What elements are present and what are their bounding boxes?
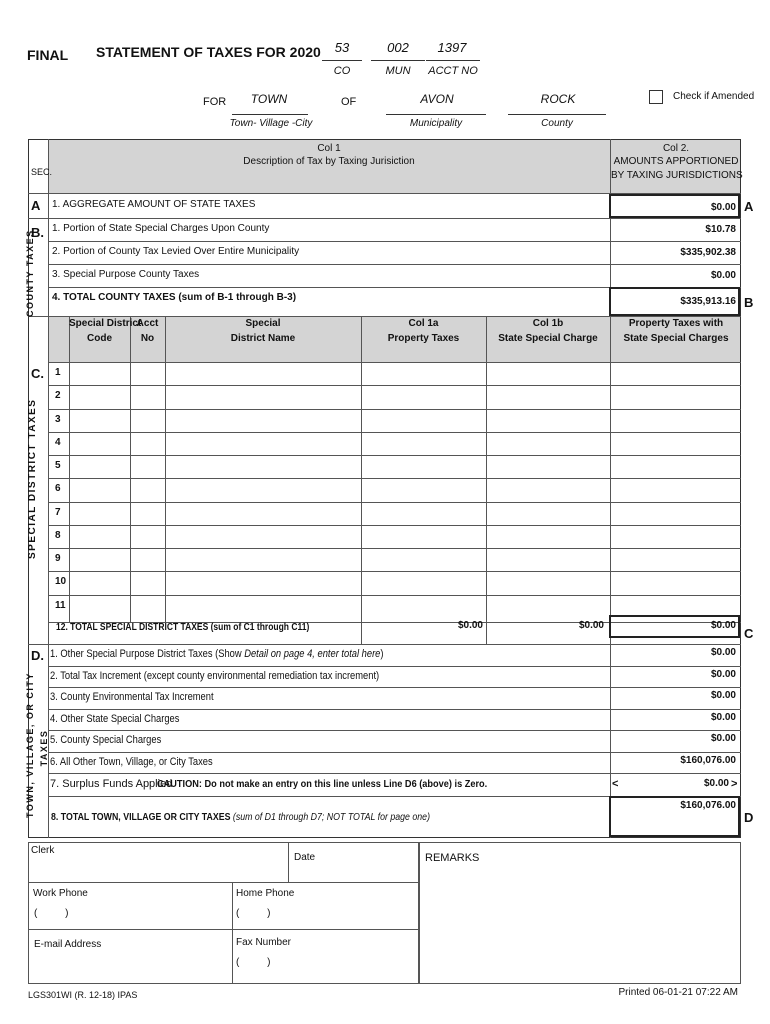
special-district-row-number: 11 [55, 599, 66, 611]
special-district-row-number: 1 [55, 367, 61, 378]
co-label: CO [333, 65, 351, 77]
acct-value[interactable]: 1397 [437, 40, 467, 55]
c-header-col1a-1: Col 1a [408, 318, 439, 329]
c-header-col1a-2: Property Taxes [387, 333, 460, 344]
special-district-row-number: 3 [55, 413, 61, 425]
special-district-row-number: 7 [55, 506, 61, 518]
col1-desc: Description of Tax by Taxing Jurisiction [243, 156, 415, 167]
section-b-line-1: 1. Portion of State Special Charges Upon County [52, 223, 270, 234]
section-b-total-amount[interactable]: $335,913.16 [680, 296, 736, 307]
for-label: FOR [203, 96, 227, 108]
section-c-total-col1a[interactable]: $0.00 [457, 620, 483, 631]
c-header-acct-2: No [140, 333, 155, 344]
special-district-row-number: 8 [55, 529, 61, 541]
county-label: County [541, 118, 573, 129]
section-a-amount[interactable]: $0.00 [710, 202, 736, 213]
section-d-line-4: 4. Other State Special Charges [50, 712, 180, 725]
c-header-col2-2: State Special Charges [623, 333, 729, 344]
section-b-line-3: 3. Special Purpose County Taxes [52, 269, 200, 280]
special-district-row-number: 2 [55, 390, 61, 402]
of-label: OF [341, 96, 357, 108]
section-d-surplus-amount[interactable]: $0.00 [703, 778, 729, 789]
col2-desc-1: AMOUNTS APPORTIONED [613, 156, 739, 167]
col2-desc-2: BY TAXING JURISDICTIONS [611, 170, 743, 181]
section-d-amount-2[interactable]: $0.00 [710, 668, 736, 680]
mun-label: MUN [385, 65, 411, 77]
surplus-lt: < [612, 778, 619, 790]
section-b-line-2: 2. Portion of County Tax Levied Over Entire Municipality [52, 246, 300, 257]
section-d-amount-5[interactable]: $0.00 [710, 733, 736, 744]
town-label: Town- Village -City [229, 118, 313, 129]
special-district-row-number: 4 [55, 436, 61, 448]
c-header-acct-1: Acct [136, 318, 159, 329]
section-d-amount-4[interactable]: $0.00 [710, 711, 736, 723]
fax-field[interactable]: ( ) [236, 957, 271, 968]
section-d-surplus-caution: CAUTION: Do not make an entry on this line unless Line D6 (above) is Zero. [157, 779, 488, 790]
section-d-total-label: 8. TOTAL TOWN, VILLAGE OR CITY TAXES (sum of D1 through D7; NOT TOTAL for page one) [51, 812, 431, 823]
form-id: LGS301WI (R. 12-18) IPAS [28, 990, 138, 1000]
section-a-line-1: 1. AGGREGATE AMOUNT OF STATE TAXES [52, 199, 256, 210]
section-c-letter: C. [31, 366, 44, 381]
section-d-line-1: 1. Other Special Purpose District Taxes (Show Detail on page 4, enter total here) [50, 648, 384, 660]
section-b-amount-1[interactable]: $10.78 [705, 224, 736, 235]
col2-header: Col 2. [662, 143, 690, 154]
section-d-line-2: 2. Total Tax Increment (except county environmental remediation tax increment) [50, 669, 380, 682]
section-d-line-5: 5. County Special Charges [50, 734, 162, 746]
section-d-amount-1[interactable]: $0.00 [710, 647, 736, 658]
surplus-gt: > [731, 778, 738, 790]
home-phone-label: Home Phone [236, 888, 295, 899]
section-d-total-amount[interactable]: $160,076.00 [680, 800, 736, 811]
co-value[interactable]: 53 [334, 40, 350, 55]
special-district-row-number: 6 [55, 483, 61, 495]
email-label: E-mail Address [34, 939, 102, 950]
county-value[interactable]: ROCK [540, 92, 576, 106]
form-title: STATEMENT OF TAXES FOR 2020 [96, 44, 321, 60]
section-b-total-label: 4. TOTAL COUNTY TAXES (sum of B-1 through B-3) [52, 292, 297, 303]
special-district-row-number: 10 [55, 576, 67, 588]
amended-label: Check if Amended [673, 91, 755, 102]
c-header-col1b-1: Col 1b [532, 318, 564, 329]
c-header-name-2: District Name [230, 333, 296, 344]
clerk-label: Clerk [31, 845, 55, 856]
fax-label: Fax Number [236, 937, 292, 948]
c-header-name-1: Special [245, 318, 281, 329]
town-value[interactable]: TOWN [250, 92, 288, 106]
work-phone-field[interactable]: ( ) [34, 908, 69, 919]
section-b-letter: B. [31, 225, 44, 240]
municipality-label: Municipality [409, 118, 463, 129]
sec-header: SEC. [31, 167, 53, 177]
c-header-code-1: Special District [69, 318, 142, 329]
side-label-a: A [744, 199, 754, 214]
c-header-col1b-2: State Special Charge [498, 333, 598, 344]
side-label-c: C [744, 626, 754, 641]
section-d-line-6: 6. All Other Town, Village, or City Taxes [50, 755, 213, 768]
date-label: Date [294, 852, 316, 863]
section-c-total-col1b[interactable]: $0.00 [578, 620, 604, 631]
special-district-row-number: 5 [55, 460, 61, 472]
c-header-code-2: Code [87, 333, 112, 344]
work-phone-label: Work Phone [33, 888, 88, 899]
printed-timestamp: Printed 06-01-21 07:22 AM [618, 987, 738, 998]
special-district-row-number: 9 [55, 553, 61, 565]
mun-value[interactable]: 002 [387, 40, 409, 55]
section-d-amount-3[interactable]: $0.00 [710, 690, 736, 701]
section-d-amount-6[interactable]: $160,076.00 [680, 754, 736, 766]
town-village-city-vertical: TOWN, VILLAGE, OR CITY [25, 672, 35, 818]
home-phone-field[interactable]: ( ) [236, 908, 271, 919]
side-label-d: D [744, 810, 754, 825]
taxes-vertical: TAXES [39, 729, 49, 767]
section-d-letter: D. [31, 648, 44, 663]
section-b-amount-2[interactable]: $335,902.38 [680, 247, 736, 258]
acct-label: ACCT NO [428, 65, 478, 77]
section-c-total-label: 12. TOTAL SPECIAL DISTRICT TAXES (sum of C1 through C11) [56, 622, 310, 633]
special-district-taxes-vertical: SPECIAL DISTRICT TAXES [27, 398, 38, 559]
col1-header: Col 1 [317, 143, 341, 154]
remarks-label: REMARKS [425, 852, 480, 864]
section-c-total-amount[interactable]: $0.00 [710, 620, 736, 631]
municipality-value[interactable]: AVON [420, 92, 454, 106]
final-label: FINAL [27, 47, 69, 63]
section-b-amount-3[interactable]: $0.00 [710, 270, 736, 281]
side-label-b: B [744, 295, 754, 310]
amended-checkbox[interactable] [649, 90, 663, 104]
section-d-line-3: 3. County Environmental Tax Increment [50, 691, 214, 703]
county-taxes-vertical: COUNTY TAXES [25, 229, 35, 317]
section-d-surplus-label: 7. Surplus Funds Applied [50, 778, 173, 790]
section-a-letter: A [31, 198, 41, 213]
c-header-col2-1: Property Taxes with [628, 318, 724, 329]
